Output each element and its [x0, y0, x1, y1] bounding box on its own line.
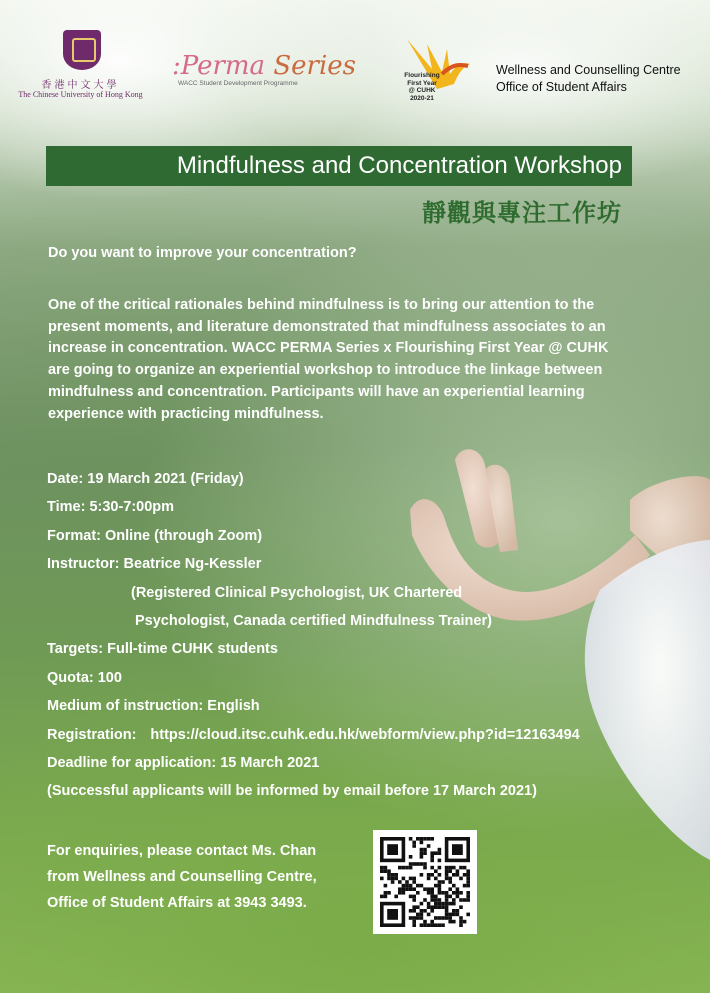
- office-line: Wellness and Counselling Centre: [496, 63, 681, 77]
- perma-logo-part-2: Series: [265, 51, 356, 81]
- ffy-line: @ CUHK: [408, 87, 436, 94]
- perma-logo-text: [172, 52, 382, 80]
- perma-logo-part-1: :Perma: [172, 51, 266, 81]
- cuhk-logo: [18, 30, 143, 102]
- workshop-title-zh: 靜觀與專注工作坊: [422, 199, 622, 227]
- workshop-title-en: Mindfulness and Concentration Workshop: [176, 152, 622, 179]
- event-registration: [47, 724, 580, 752]
- perma-series-logo: [172, 52, 382, 97]
- instructor-credentials: (Registered Clinical Psychologist, UK Chartered: [131, 584, 463, 601]
- event-details: [47, 468, 580, 809]
- event-format: Format: Online (through Zoom): [47, 527, 263, 544]
- workshop-title-bar: [46, 146, 632, 186]
- intro-line: present moments, and literature demonstrated that mindfulness associates to an: [48, 318, 606, 335]
- office-name: [496, 62, 681, 96]
- office-line: Office of Student Affairs: [496, 80, 627, 94]
- intro-paragraph: [48, 295, 638, 425]
- registration-qr-code[interactable]: [373, 830, 477, 934]
- event-date: Date: 19 March 2021 (Friday): [47, 471, 244, 487]
- event-deadline: Deadline for application: 15 March 2021: [47, 754, 320, 771]
- ffy-line: Flourishing: [404, 72, 440, 79]
- intro-line: experience with practicing mindfulness.: [48, 405, 324, 422]
- intro-line: increase in concentration. WACC PERMA Series x Flourishing First Year @ CUHK: [48, 340, 609, 357]
- enquiry-info: [47, 838, 317, 916]
- ffy-text: [392, 72, 452, 102]
- cuhk-name-zh: 香港中文大學: [41, 80, 120, 91]
- cuhk-crest-icon: [63, 30, 101, 70]
- registration-link[interactable]: https://cloud.itsc.cuhk.edu.hk/webform/view.php?id=12163494: [150, 726, 580, 743]
- instructor-credentials: Psychologist, Canada certified Mindfulness Trainer): [135, 612, 492, 629]
- event-time: Time: 5:30-7:00pm: [47, 499, 175, 516]
- enquiry-line: For enquiries, please contact Ms. Chan: [47, 843, 317, 859]
- registration-label: Registration:: [47, 726, 137, 743]
- intro-line: are going to organize an experiential workshop to introduce the linkage between: [48, 362, 603, 379]
- event-targets: Targets: Full-time CUHK students: [47, 641, 278, 658]
- perma-subtitle: WACC Student Development Programme: [178, 80, 298, 87]
- event-instructor: Instructor: Beatrice Ng-Kessler: [47, 556, 262, 573]
- event-deadline-note: (Successful applicants will be informed by email before 17 March 2021): [47, 783, 537, 800]
- enquiry-line: Office of Student Affairs at 3943 3493.: [47, 895, 307, 911]
- flourishing-first-year-logo: [392, 34, 476, 114]
- lead-question: Do you want to improve your concentration?: [48, 245, 357, 261]
- cuhk-name-en: The Chinese University of Hong Kong: [18, 90, 143, 99]
- ffy-line: 2020-21: [410, 94, 434, 102]
- enquiry-line: from Wellness and Counselling Centre,: [47, 869, 317, 885]
- ffy-line: First Year: [407, 79, 437, 87]
- intro-line: mindfulness and concentration. Participants will have an experiential learning: [48, 383, 585, 400]
- intro-line: One of the critical rationales behind mindfulness is to bring our attention to the: [48, 297, 595, 313]
- event-quota: Quota: 100: [47, 669, 122, 686]
- event-medium: Medium of instruction: English: [47, 698, 260, 715]
